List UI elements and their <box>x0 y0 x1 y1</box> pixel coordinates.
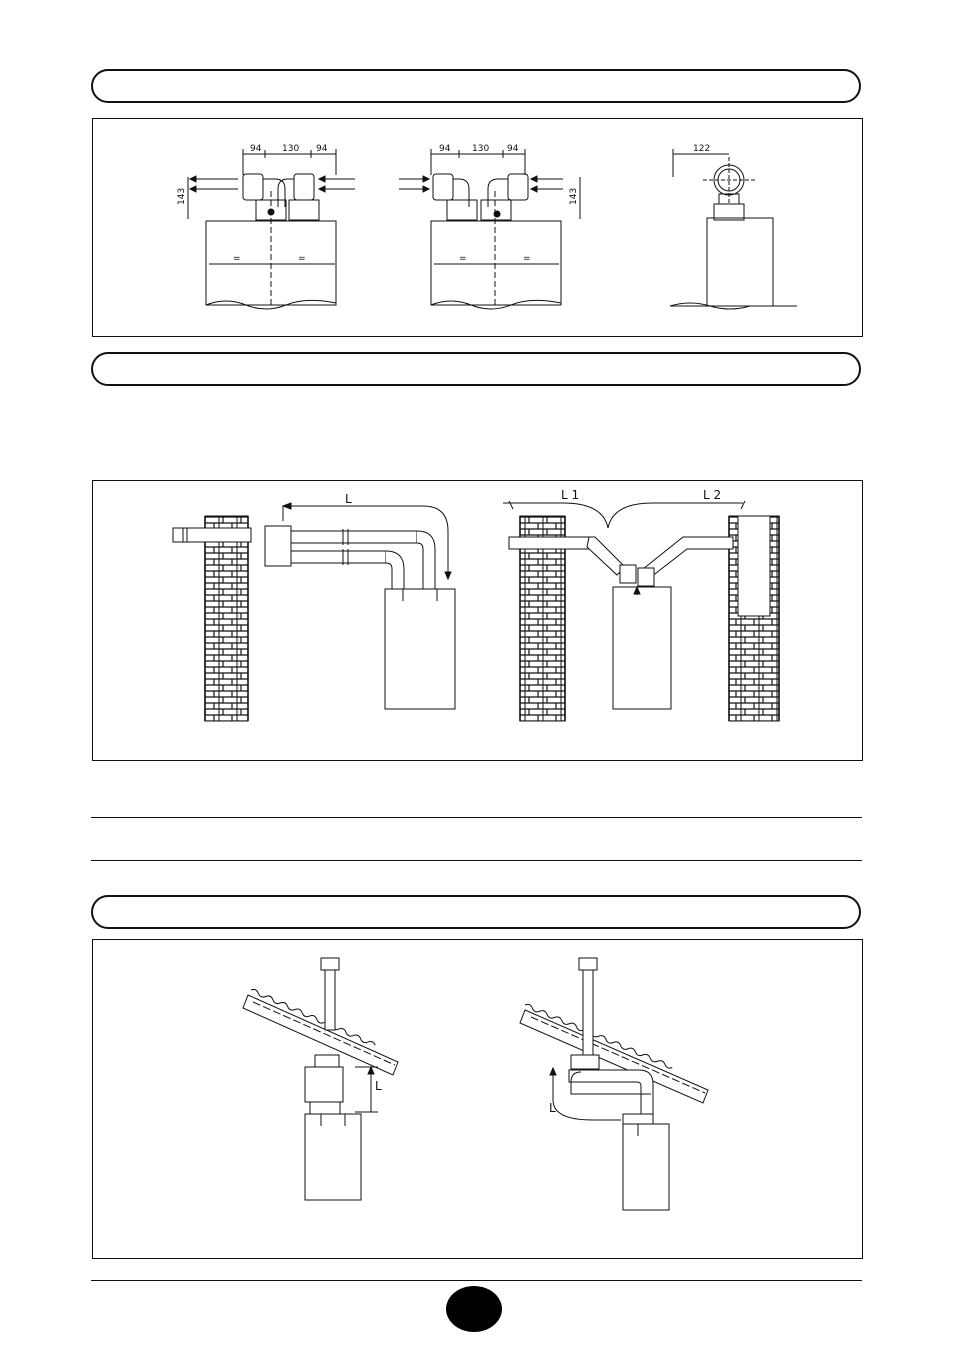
view-left-twin-pipe <box>177 144 355 309</box>
view-middle-dim-mid: 130 <box>472 144 490 154</box>
horizontal-twin-left-length-label: L <box>345 492 352 506</box>
view-left-dim-height: 143 <box>177 187 187 205</box>
view-left-eq-right: = <box>298 254 306 264</box>
separator-rule-top <box>91 817 862 818</box>
view-middle-eq-left: = <box>459 254 467 264</box>
vertical-flue-left <box>243 958 398 1200</box>
figure-3-drawing <box>93 940 864 1260</box>
footer-rule <box>91 1280 862 1281</box>
horizontal-twin-right <box>503 488 779 721</box>
view-middle-twin-pipe <box>399 144 580 309</box>
figure-1-drawing <box>93 119 864 338</box>
vertical-flue-left-length-label: L <box>375 1079 382 1093</box>
view-left-dim-mid: 130 <box>282 144 300 154</box>
figure-3-vertical-roof-flue <box>92 939 863 1259</box>
horizontal-twin-left <box>173 492 455 721</box>
figure-1-flue-outlet-dimensions <box>92 118 863 337</box>
vertical-flue-right-length-label: L <box>549 1101 556 1115</box>
figure-2-horizontal-flue-lengths <box>92 480 863 761</box>
section-3-heading-frame <box>91 895 861 929</box>
view-right-dim-width: 122 <box>693 144 711 154</box>
figure-2-drawing <box>93 481 864 762</box>
section-1-heading-frame <box>91 69 861 103</box>
view-middle-dim-height: 143 <box>569 187 579 205</box>
view-middle-dim-left: 94 <box>439 144 451 154</box>
horizontal-twin-right-length-label-1: L 1 <box>561 488 580 502</box>
vertical-flue-right <box>520 958 708 1210</box>
view-middle-eq-right: = <box>523 254 531 264</box>
section-2-heading-frame <box>91 352 861 386</box>
view-left-dim-right: 94 <box>316 144 328 154</box>
view-left-eq-left: = <box>233 254 241 264</box>
separator-rule-bottom <box>91 860 862 861</box>
horizontal-twin-right-length-label-2: L 2 <box>703 488 722 502</box>
view-middle-dim-right: 94 <box>507 144 519 154</box>
view-right-coaxial <box>670 144 797 309</box>
view-left-dim-left: 94 <box>250 144 262 154</box>
page-number-badge <box>446 1286 502 1332</box>
